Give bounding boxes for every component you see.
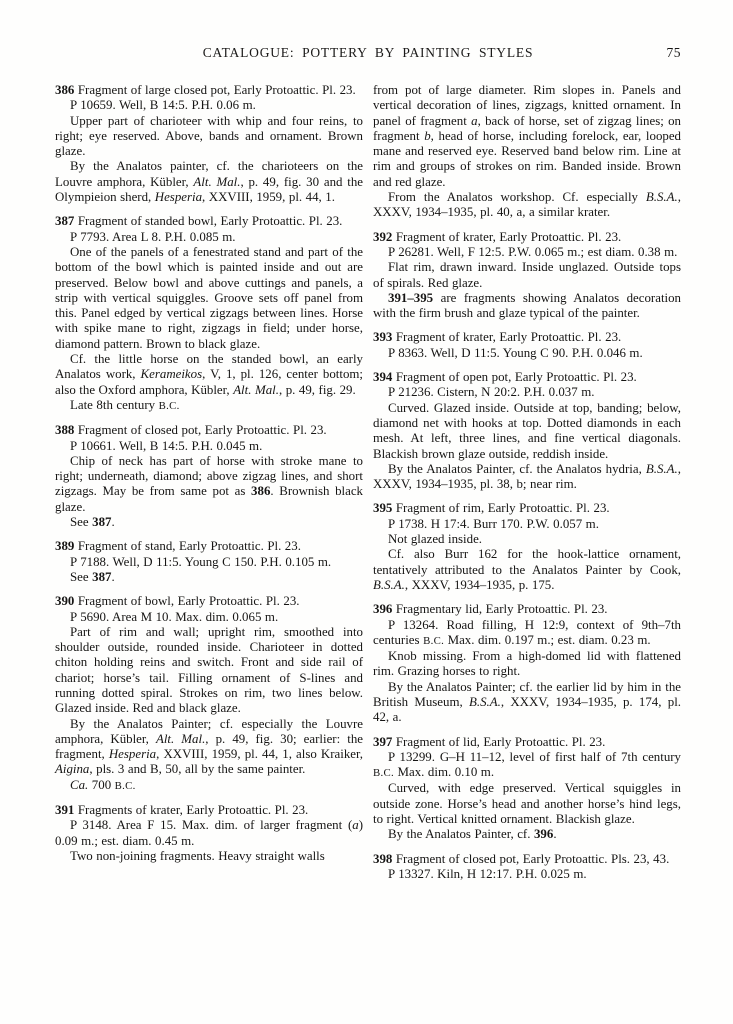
right-column (373, 83, 681, 882)
entry-heading: 394 Fragment of open pot, Early Protoattic. Pl. 23. (373, 370, 637, 385)
entry-paragraph: One of the panels of a fenestrated stand and part of the bottom of the bowl which is painted inside and out are preserved. Below bowl and above cuttings and panels, a strip with vertical squiggles. Groove sets off panel from this. Panel edged by vertical zigzags between lines. Horse with spike mane to right, zigzags in field; under horse, diamond pattern. Brown to black glaze. (55, 244, 363, 351)
entry-paragraph: P 1738. H 17:4. Burr 170. P.W. 0.057 m. (388, 516, 599, 531)
entry-heading: 388 Fragment of closed pot, Early Protoattic. Pl. 23. (55, 423, 327, 438)
running-title: CATALOGUE: POTTERY BY PAINTING STYLES (202, 45, 534, 60)
entry-paragraph: Late 8th century B.C. (70, 397, 180, 412)
entry-paragraph: Flat rim, drawn inward. Inside unglazed. Outside tops of spirals. Red glaze. (373, 260, 681, 290)
entry-paragraph: Not glazed inside. (388, 532, 483, 547)
entry-heading: 387 Fragment of standed bowl, Early Protoattic. Pl. 23. (55, 214, 343, 229)
entry-paragraph: By the Analatos Painter; cf. the earlier lid by him in the British Museum, B.S.A., XXXV, 1934–1935, p. 174, pl. 42, a. (373, 679, 681, 725)
entry-heading: 395 Fragment of rim, Early Protoattic. Pl. 23. (373, 501, 610, 516)
entry-heading: 386 Fragment of large closed pot, Early Protoattic. Pl. 23. (55, 83, 356, 97)
entry-paragraph: P 7793. Area L 8. P.H. 0.085 m. (70, 229, 236, 244)
entry-paragraph: P 7188. Well, D 11:5. Young C 150. P.H. 0.105 m. (70, 554, 332, 569)
entry-heading: 396 Fragmentary lid, Early Protoattic. Pl. 23. (373, 602, 608, 617)
entry-heading: 389 Fragment of stand, Early Protoattic. Pl. 23. (55, 539, 301, 554)
entry-paragraph: P 8363. Well, D 11:5. Young C 90. P.H. 0.046 m. (388, 345, 643, 360)
entry-paragraph: P 13264. Road filling, H 12:9, context of 9th–7th centuries B.C. Max. dim. 0.197 m.; est. diam. 0.23 m. (373, 617, 681, 647)
entry-paragraph: P 13299. G–H 11–12, level of first half of 7th century B.C. Max. dim. 0.10 m. (373, 749, 681, 780)
entry-paragraph: Upper part of charioteer with whip and four reins, to right; eye reserved. Above, bands and ornament. Brown glaze. (55, 113, 363, 159)
page-header (55, 45, 681, 67)
entry-paragraph: See 387. (70, 569, 115, 584)
entry-paragraph: Two non-joining fragments. Heavy straight walls (70, 848, 325, 863)
entry-paragraph: Chip of neck has part of horse with stroke mane to right; underneath, diamond; above zigzag lines, and short zigzags. May be from same pot as 386. Brownish black glaze. (55, 453, 363, 514)
entry-paragraph: Curved. Glazed inside. Outside at top, banding; below, diamond net with hooks at top. Dotted diamonds in each mesh. At left, three lines, and fine vertical diagonals. Blackish brown glaze outside, reddish inside. (373, 400, 681, 461)
entry-heading: 391 Fragments of krater, Early Protoattic. Pl. 23. (55, 803, 309, 818)
text-columns (55, 83, 681, 882)
left-column (55, 83, 363, 882)
entry-paragraph: Ca. 700 B.C. (70, 777, 136, 792)
entry-paragraph: P 10659. Well, B 14:5. P.H. 0.06 m. (70, 98, 256, 113)
entry-paragraph: P 10661. Well, B 14:5. P.H. 0.045 m. (70, 438, 263, 453)
entry-paragraph: P 13327. Kiln, H 12:17. P.H. 0.025 m. (388, 866, 587, 881)
entry-paragraph: P 3148. Area F 15. Max. dim. of larger fragment (a) 0.09 m.; est. diam. 0.45 m. (55, 818, 363, 848)
entry-paragraph: By the Analatos Painter, cf. 396. (388, 827, 557, 842)
entry-paragraph: By the Analatos Painter; cf. especially the Louvre amphora, Kübler, Alt. Mal., p. 49, fig. 30; earlier: the fragment, Hesperia, XXVIII, 1959, pl. 44, 1, also Kraiker, Aigina, pls. 3 and B, 50, all by the same painter. (55, 716, 363, 777)
entry-paragraph: P 26281. Well, F 12:5. P.W. 0.065 m.; est diam. 0.38 m. (388, 244, 678, 259)
entry-paragraph: P 21236. Cistern, N 20:2. P.H. 0.037 m. (388, 385, 595, 400)
entry-heading: 397 Fragment of lid, Early Protoattic. Pl. 23. (373, 734, 606, 749)
entry-paragraph: Part of rim and wall; upright rim, smoothed into shoulder outside, rounded inside. Charioteer in dotted chiton holding reins and switch. Front and side rail of chariot; horse’s tail. Filling ornament of S-lines and running dotted spiral. Strokes on rim, two lines below. Glazed inside. Red and black glaze. (55, 624, 363, 716)
entry-heading: 398 Fragment of closed pot, Early Protoattic. Pls. 23, 43. (373, 851, 670, 866)
entry-paragraph: By the Analatos Painter, cf. the Analatos hydria, B.S.A., XXXV, 1934–1935, pl. 38, b; near rim. (373, 461, 681, 492)
entry-heading: 392 Fragment of krater, Early Protoattic. Pl. 23. (373, 229, 622, 244)
entry-paragraph: Curved, with edge preserved. Vertical squiggles in outside zone. Horse’s head and another horse’s hind legs, to right. Vertical knitted ornament. Blackish glaze. (373, 781, 681, 827)
entry-paragraph: Cf. the little horse on the standed bowl, an early Analatos work, Kerameikos, V, 1, pl. 126, center bottom; also the Oxford amphora, Kübler, Alt. Mal., p. 49, fig. 29. (55, 352, 363, 397)
entry-paragraph: P 5690. Area M 10. Max. dim. 0.065 m. (70, 609, 279, 624)
entry-paragraph: From the Analatos workshop. Cf. especially B.S.A., XXXV, 1934–1935, pl. 40, a, a similar krater. (373, 190, 681, 220)
entry-paragraph: By the Analatos painter, cf. the charioteers on the Louvre amphora, Kübler, Alt. Mal., p. 49, fig. 30 and the Olympieion sherd, Hesperia, XXVIII, 1959, pl. 44, 1. (55, 159, 363, 205)
entry-paragraph: Cf. also Burr 162 for the hook-lattice ornament, tentatively attributed to the Analatos Painter by Cook, B.S.A., XXXV, 1934–1935, p. 175. (373, 547, 681, 592)
entry-paragraph: Knob missing. From a high-domed lid with flattened rim. Grazing horses to right. (373, 649, 681, 679)
entry-paragraph: See 387. (70, 515, 115, 530)
entry-heading: 393 Fragment of krater, Early Protoattic. Pl. 23. (373, 330, 622, 345)
page-number: 75 (666, 45, 681, 60)
entry-paragraph: 391–395 are fragments showing Analatos decoration with the firm brush and glaze typical of the painter. (373, 290, 681, 321)
entry-paragraph: from pot of large diameter. Rim slopes in. Panels and vertical decoration of lines, zigzags, knitted ornament. In panel of fragment a, back of horse, set of zigzag lines; on fragment b, head of horse, including forelock, ear, looped mane and reserved eye. Reserved band below rim. Line at rim and groups of strokes on rim. Banded inside. Brown and red glaze. (373, 83, 681, 189)
entry-heading: 390 Fragment of bowl, Early Protoattic. Pl. 23. (55, 594, 300, 609)
